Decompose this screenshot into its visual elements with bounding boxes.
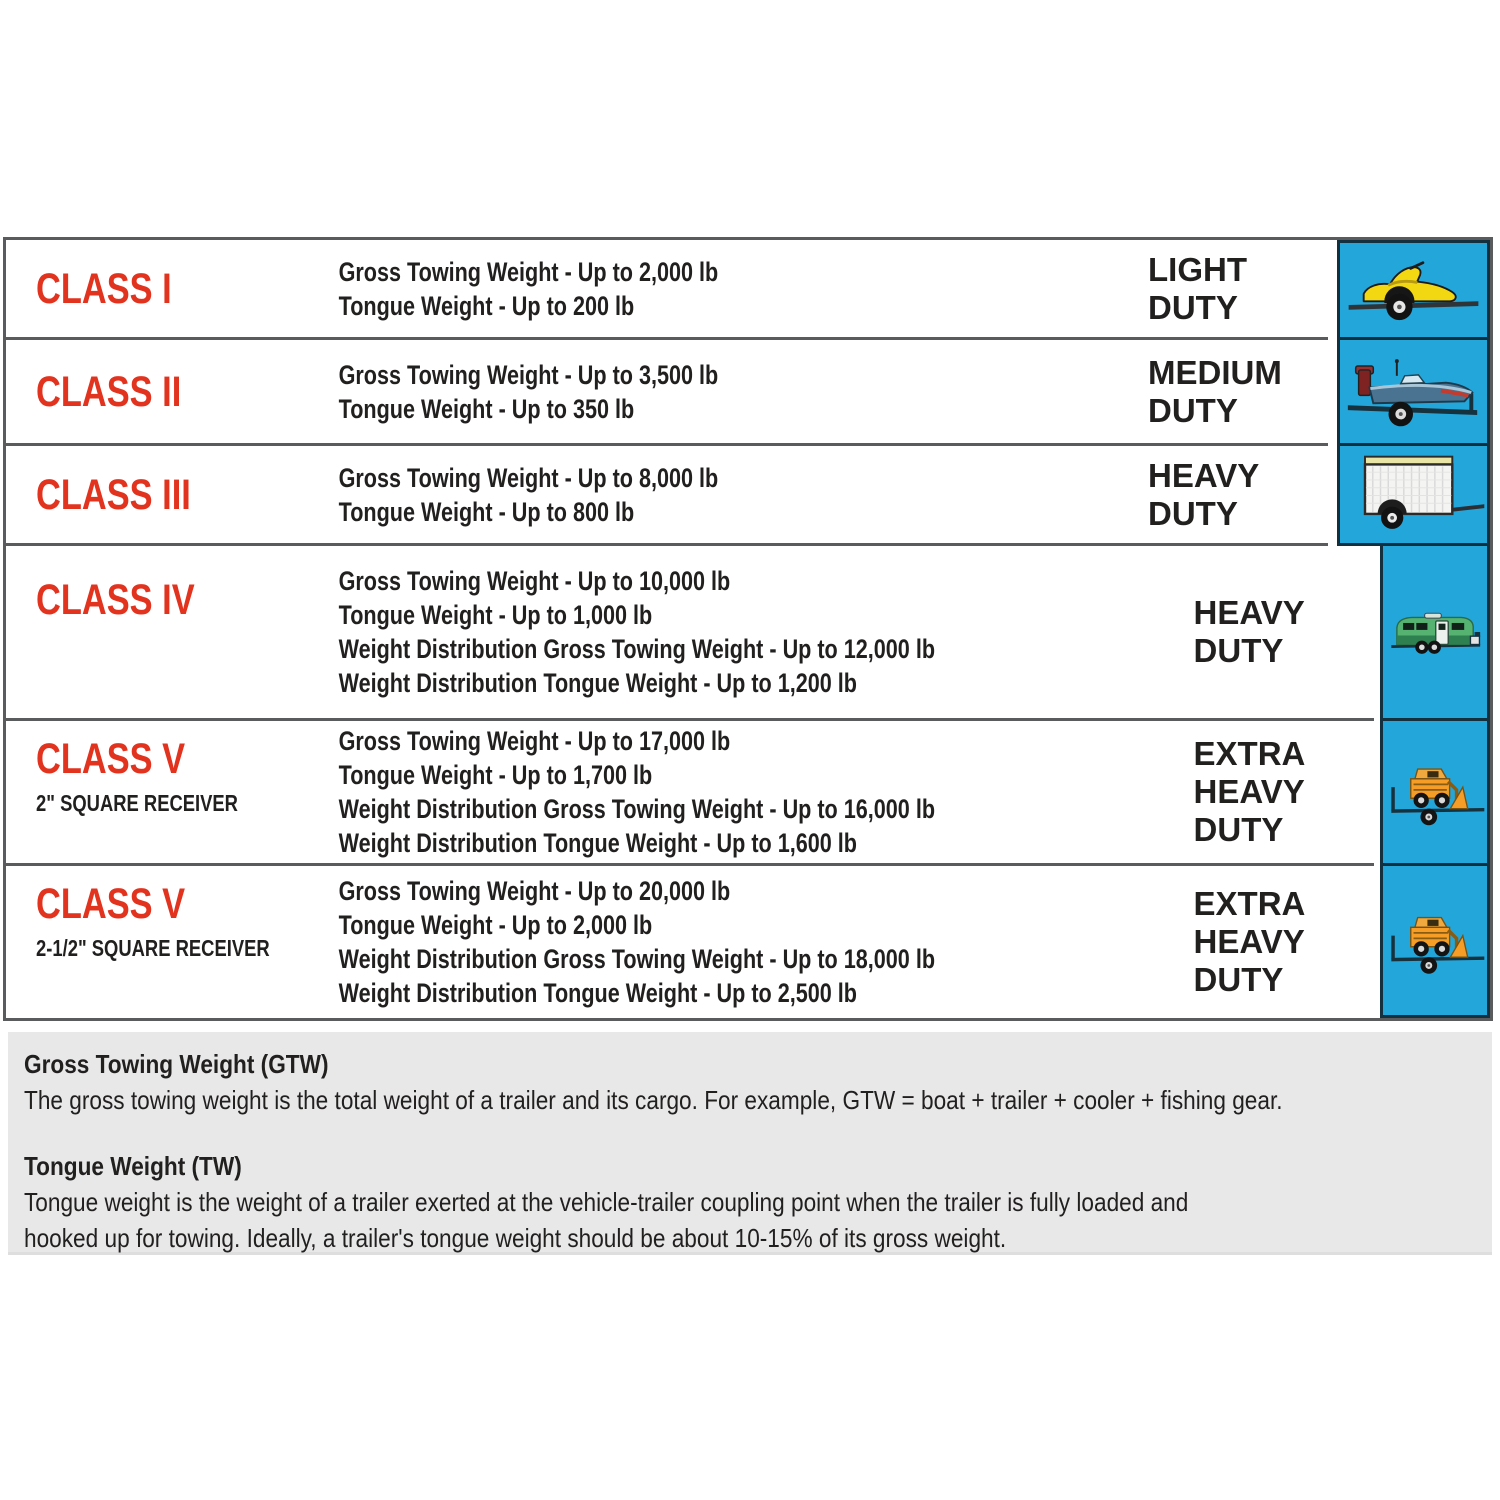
- spec-line: Gross Towing Weight - Up to 2,000 lb: [338, 256, 719, 287]
- class-label: CLASS III: [36, 470, 191, 519]
- definitions-panel: [8, 1032, 1492, 1255]
- duty-line: EXTRA: [1193, 735, 1306, 772]
- spec-line: Weight Distribution Gross Towing Weight - Up to 12,000 lb: [338, 634, 936, 664]
- receiver-size-label: 2" SQUARE RECEIVER: [36, 790, 238, 816]
- duty-line: DUTY: [1148, 288, 1238, 326]
- duty-line: DUTY: [1148, 494, 1238, 532]
- receiver-size-label: 2-1/2" SQUARE RECEIVER: [36, 935, 270, 961]
- table-row-class-4: [6, 546, 1490, 721]
- spec-lines: [321, 340, 899, 443]
- table-row-class-1: [6, 240, 1490, 340]
- trailer-illustration-cell: [1380, 546, 1490, 721]
- row-main: [6, 546, 1374, 721]
- spec-line: Tongue Weight - Up to 800 lb: [338, 496, 635, 527]
- duty-rating: [1089, 546, 1374, 718]
- spec-line: Gross Towing Weight - Up to 3,500 lb: [338, 359, 719, 390]
- spec-lines: [321, 546, 935, 718]
- duty-rating: [1043, 240, 1328, 337]
- gtw-heading: Gross Towing Weight (GTW): [24, 1049, 329, 1079]
- duty-line: LIGHT: [1148, 250, 1247, 288]
- spec-lines: [321, 721, 935, 863]
- tw-heading: Tongue Weight (TW): [24, 1151, 242, 1181]
- row-main: [6, 240, 1328, 340]
- spec-lines: [321, 240, 899, 337]
- spec-line: Weight Distribution Tongue Weight - Up to 1,600 lb: [338, 828, 857, 858]
- class-label: CLASS I: [36, 264, 172, 313]
- class-label: CLASS V: [36, 880, 186, 928]
- section-spacer: [24, 1118, 1500, 1148]
- duty-line: HEAVY: [1148, 456, 1260, 494]
- column-gap: [1328, 240, 1337, 340]
- enclosed-cargo-trailer-icon: [1340, 446, 1487, 543]
- column-gap: [1328, 446, 1337, 546]
- spec-line: Tongue Weight - Up to 2,000 lb: [338, 910, 653, 940]
- duty-rating: [1043, 446, 1328, 543]
- duty-line: DUTY: [1193, 961, 1284, 998]
- row-main: [6, 721, 1374, 866]
- duty-line: DUTY: [1148, 391, 1238, 429]
- row-main: [6, 340, 1328, 446]
- duty-line: EXTRA: [1193, 885, 1306, 922]
- duty-line: HEAVY: [1193, 594, 1305, 631]
- column-gap: [1328, 340, 1337, 446]
- class-cell: [6, 240, 321, 337]
- jet-ski-trailer-icon: [1340, 243, 1487, 337]
- duty-line: DUTY: [1193, 811, 1284, 848]
- equipment-trailer-icon: [1383, 866, 1487, 1015]
- duty-rating: [1089, 721, 1374, 863]
- trailer-illustration-cell: [1337, 340, 1490, 446]
- spec-line: Gross Towing Weight - Up to 17,000 lb: [338, 726, 731, 756]
- class-cell: [6, 546, 321, 718]
- trailer-illustration-cell: [1380, 866, 1490, 1018]
- class-label: CLASS IV: [36, 576, 195, 624]
- trailer-illustration-cell: [1337, 446, 1490, 546]
- duty-line: HEAVY: [1193, 773, 1305, 810]
- spec-line: Weight Distribution Tongue Weight - Up to 2,500 lb: [338, 978, 857, 1008]
- tw-definition-line: hooked up for towing. Ideally, a trailer's tongue weight should be about 10-15% of its gross weight.: [24, 1223, 1007, 1253]
- hitch-class-table: [3, 237, 1493, 1021]
- gtw-definition: The gross towing weight is the total weight of a trailer and its cargo. For example, GTW = boat + trailer + cooler + fishing gear.: [24, 1085, 1283, 1115]
- table-row-class-2: [6, 340, 1490, 446]
- spec-line: Gross Towing Weight - Up to 20,000 lb: [338, 876, 731, 906]
- table-row-class-3: [6, 446, 1490, 546]
- boat-trailer-icon: [1340, 340, 1487, 443]
- equipment-trailer-icon: [1383, 721, 1487, 863]
- spec-lines: [321, 446, 899, 543]
- class-cell: [6, 446, 321, 543]
- spec-line: Weight Distribution Tongue Weight - Up to 1,200 lb: [338, 668, 857, 698]
- duty-line: HEAVY: [1193, 923, 1305, 960]
- class-label: CLASS V: [36, 735, 186, 783]
- spec-line: Tongue Weight - Up to 1,000 lb: [338, 600, 653, 630]
- spec-line: Gross Towing Weight - Up to 10,000 lb: [338, 566, 731, 596]
- duty-line: DUTY: [1193, 632, 1284, 669]
- spec-line: Weight Distribution Gross Towing Weight - Up to 16,000 lb: [338, 794, 936, 824]
- class-cell: [6, 721, 321, 863]
- class-cell: [6, 340, 321, 443]
- row-main: [6, 446, 1328, 546]
- spec-line: Weight Distribution Gross Towing Weight - Up to 18,000 lb: [338, 944, 936, 974]
- row-main: [6, 866, 1374, 1018]
- spec-line: Tongue Weight - Up to 200 lb: [338, 290, 635, 321]
- duty-rating: [1089, 866, 1374, 1018]
- camper-trailer-icon: [1383, 546, 1487, 718]
- table-row-class-5-25in: [6, 866, 1490, 1018]
- trailer-illustration-cell: [1337, 240, 1490, 340]
- definitions-text: [24, 1046, 1500, 1256]
- spec-line: Tongue Weight - Up to 350 lb: [338, 393, 635, 424]
- class-cell: [6, 866, 321, 1018]
- duty-rating: [1043, 340, 1328, 443]
- trailer-illustration-cell: [1380, 721, 1490, 866]
- spec-lines: [321, 866, 935, 1018]
- spec-line: Gross Towing Weight - Up to 8,000 lb: [338, 462, 719, 493]
- duty-line: MEDIUM: [1148, 353, 1282, 391]
- spec-line: Tongue Weight - Up to 1,700 lb: [338, 760, 653, 790]
- class-label: CLASS II: [36, 367, 182, 416]
- tw-definition-line: Tongue weight is the weight of a trailer exerted at the vehicle-trailer coupling point when the trailer is fully loaded and: [24, 1187, 1189, 1217]
- table-row-class-5-2in: [6, 721, 1490, 866]
